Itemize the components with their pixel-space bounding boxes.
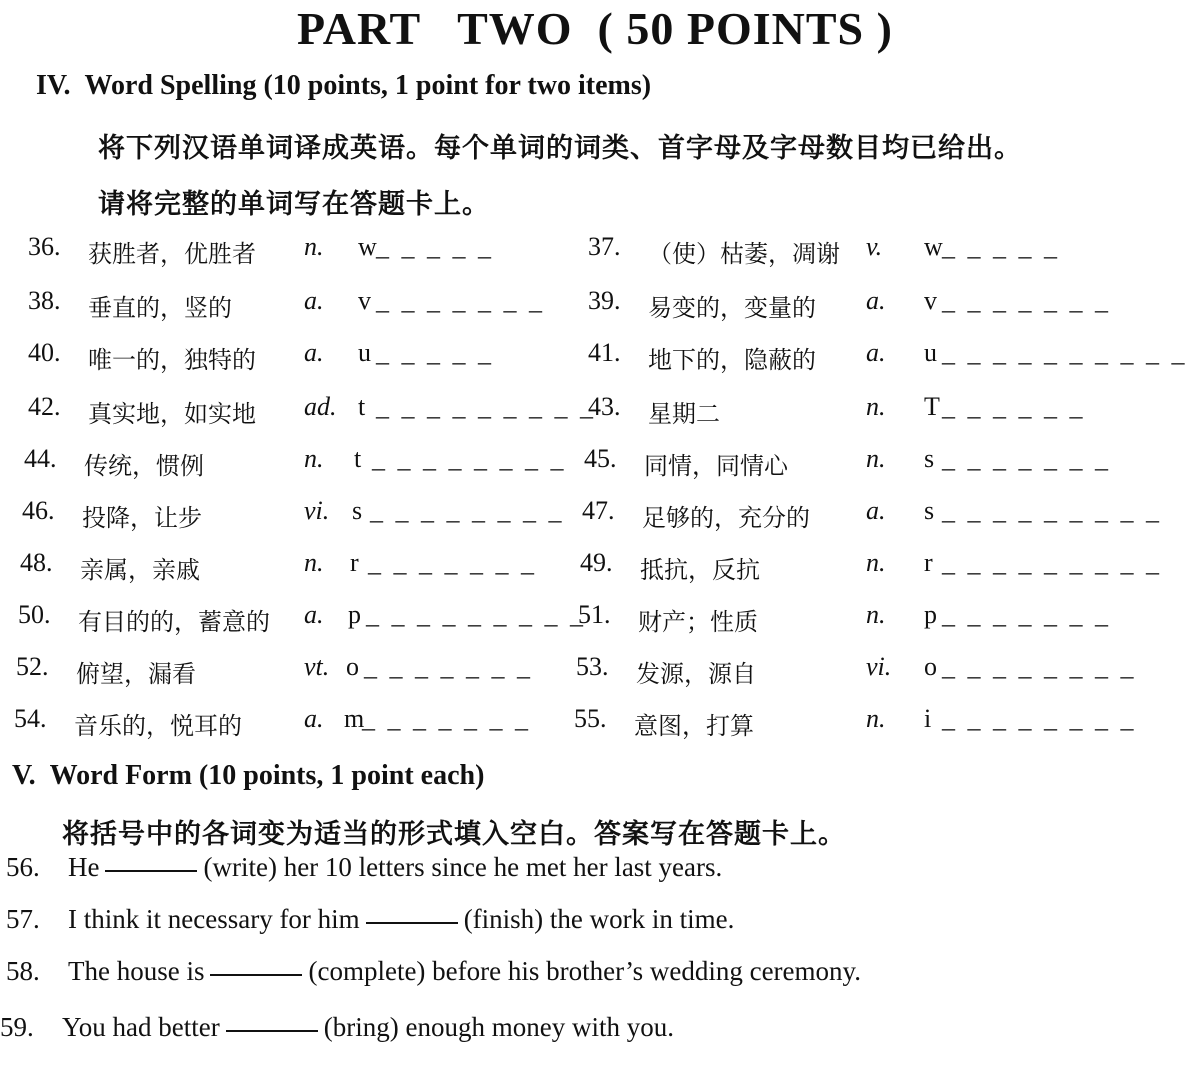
chinese-term: 投降，让步: [82, 504, 202, 532]
vocab-item: [0, 392, 1151, 432]
answer-blank: _ _ _ _ _ _ _: [368, 548, 537, 577]
answer-blank: _ _ _ _ _ _ _: [942, 286, 1111, 315]
first-letter: w: [924, 232, 943, 261]
part-of-speech: n.: [866, 704, 886, 733]
section-v-heading: [12, 760, 484, 792]
part-of-speech: n.: [866, 392, 886, 421]
answer-blank: _ _ _ _ _ _ _: [376, 286, 545, 315]
answer-blank: _ _ _ _ _ _ _ _: [370, 496, 565, 525]
vocab-item: [0, 232, 1151, 272]
answer-blank: _ _ _ _ _ _ _ _: [942, 652, 1137, 681]
item-number: 47.: [582, 496, 615, 525]
chinese-term: 抵抗，反抗: [640, 556, 760, 584]
answer-blank: _ _ _ _ _ _ _ _: [372, 444, 567, 473]
chinese-term: 同情，同情心: [644, 452, 788, 480]
chinese-term: 财产；性质: [638, 608, 758, 636]
fill-in-blank: [105, 869, 197, 872]
part-of-speech: ad.: [304, 392, 337, 421]
item-number: 39.: [588, 286, 621, 315]
answer-blank: _ _ _ _ _ _: [942, 392, 1086, 421]
item-number: 38.: [28, 286, 61, 315]
part-of-speech: n.: [304, 444, 324, 473]
chinese-term: 唯一的，独特的: [88, 346, 256, 374]
part-of-speech: vi.: [866, 652, 892, 681]
first-letter: T: [924, 392, 940, 421]
item-number: 58.: [6, 956, 40, 986]
vocab-item: [0, 548, 1162, 588]
section-v-number: V.: [12, 760, 36, 791]
page-title: PART TWO ( 50 POINTS ): [297, 3, 893, 54]
first-letter: r: [350, 548, 359, 577]
chinese-term: 有目的的，蓄意的: [78, 608, 270, 636]
part-of-speech: a.: [866, 496, 886, 525]
first-letter: o: [346, 652, 359, 681]
first-letter: o: [924, 652, 937, 681]
first-letter: r: [924, 548, 933, 577]
vocab-item: [0, 286, 1151, 326]
word-form-item: [6, 852, 722, 883]
section-iv-instruction-1: 将下列汉语单词译成英语。每个单词的词类、首字母及字母数目均已给出。: [98, 133, 1022, 164]
part-of-speech: vi.: [304, 496, 330, 525]
first-letter: p: [348, 600, 361, 629]
first-letter: v: [358, 286, 371, 315]
answer-blank: _ _ _ _ _: [376, 232, 494, 261]
sentence-end: (finish) the work in time.: [463, 904, 735, 934]
section-iv-instruction-2: 请将完整的单词写在答题卡上。: [98, 189, 490, 220]
vocab-item: [0, 600, 1151, 640]
part-of-speech: a.: [304, 286, 324, 315]
first-letter: i: [924, 704, 932, 733]
first-letter: u: [358, 338, 371, 367]
first-letter: t: [358, 392, 366, 421]
chinese-term: 获胜者，优胜者: [88, 240, 256, 268]
part-of-speech: n.: [866, 600, 886, 629]
chinese-term: 足够的，充分的: [642, 504, 810, 532]
item-number: 45.: [584, 444, 617, 473]
fill-in-blank: [366, 921, 458, 924]
part-of-speech: v.: [866, 232, 883, 261]
vocab-item: [0, 652, 1151, 692]
part-of-speech: a.: [304, 338, 324, 367]
item-number: 56.: [6, 852, 40, 882]
part-of-speech: n.: [304, 232, 324, 261]
item-number: 57.: [6, 904, 40, 934]
sentence-start: He: [68, 852, 100, 882]
item-number: 46.: [22, 496, 55, 525]
answer-blank: _ _ _ _ _: [376, 338, 494, 367]
item-number: 52.: [16, 652, 49, 681]
answer-blank: _ _ _ _ _ _ _ _ _: [942, 548, 1162, 577]
item-number: 40.: [28, 338, 61, 367]
answer-blank: _ _ _ _ _ _ _ _ _ _: [942, 338, 1188, 367]
answer-blank: _ _ _ _ _ _ _: [942, 600, 1111, 629]
sentence-end: (complete) before his brother’s wedding ceremony.: [308, 956, 862, 986]
chinese-term: 易变的，变量的: [648, 294, 816, 322]
answer-blank: _ _ _ _ _ _ _: [362, 704, 531, 733]
item-number: 37.: [588, 232, 621, 261]
chinese-term: 传统，惯例: [84, 452, 204, 480]
sentence-end: (write) her 10 letters since he met her last years.: [203, 852, 723, 882]
vocab-item: [0, 704, 1151, 744]
chinese-term: 意图，打算: [634, 712, 754, 740]
sentence-start: You had better: [62, 1012, 220, 1042]
answer-blank: _ _ _ _ _ _ _ _ _: [376, 392, 596, 421]
item-number: 44.: [24, 444, 57, 473]
part-of-speech: a.: [866, 286, 886, 315]
chinese-term: 垂直的，竖的: [88, 294, 232, 322]
chinese-term: 俯望，漏看: [76, 660, 196, 688]
item-number: 54.: [14, 704, 47, 733]
part-of-speech: vt.: [304, 652, 330, 681]
item-number: 49.: [580, 548, 613, 577]
vocab-item: [0, 338, 1188, 378]
chinese-term: （使）枯萎，凋谢: [648, 240, 840, 268]
first-letter: u: [924, 338, 937, 367]
first-letter: t: [354, 444, 362, 473]
word-form-item: [6, 956, 861, 987]
part-of-speech: a.: [866, 338, 886, 367]
vocab-item: [0, 444, 1151, 484]
item-number: 36.: [28, 232, 61, 261]
first-letter: s: [924, 444, 935, 473]
chinese-term: 地下的，隐蔽的: [648, 346, 816, 374]
answer-blank: _ _ _ _ _ _ _ _ _: [942, 496, 1162, 525]
first-letter: s: [924, 496, 935, 525]
item-number: 41.: [588, 338, 621, 367]
first-letter: v: [924, 286, 937, 315]
item-number: 43.: [588, 392, 621, 421]
first-letter: w: [358, 232, 377, 261]
first-letter: s: [352, 496, 363, 525]
item-number: 48.: [20, 548, 53, 577]
word-form-item: [0, 1012, 674, 1043]
section-v-title: Word Form (10 points, 1 point each): [49, 760, 485, 791]
item-number: 42.: [28, 392, 61, 421]
answer-blank: _ _ _ _ _ _ _ _ _: [366, 600, 586, 629]
chinese-term: 星期二: [648, 400, 720, 428]
section-iv-title: Word Spelling (10 points, 1 point for two items): [84, 70, 652, 101]
answer-blank: _ _ _ _ _ _ _: [364, 652, 533, 681]
fill-in-blank: [226, 1029, 318, 1032]
answer-blank: _ _ _ _ _ _ _: [942, 444, 1111, 473]
chinese-term: 真实地，如实地: [88, 400, 256, 428]
item-number: 55.: [574, 704, 607, 733]
section-iv-number: IV.: [36, 70, 71, 101]
item-number: 59.: [0, 1012, 34, 1042]
item-number: 53.: [576, 652, 609, 681]
part-of-speech: a.: [304, 600, 324, 629]
part-of-speech: n.: [304, 548, 324, 577]
fill-in-blank: [210, 973, 302, 976]
item-number: 51.: [578, 600, 611, 629]
item-number: 50.: [18, 600, 51, 629]
sentence-start: The house is: [68, 956, 205, 986]
section-iv-heading: [36, 70, 651, 102]
section-v-instruction: 将括号中的各词变为适当的形式填入空白。答案写在答题卡上。: [62, 819, 846, 850]
part-of-speech: n.: [866, 444, 886, 473]
chinese-term: 亲属，亲戚: [80, 556, 200, 584]
answer-blank: _ _ _ _ _: [942, 232, 1060, 261]
part-of-speech: n.: [866, 548, 886, 577]
first-letter: m: [344, 704, 365, 733]
first-letter: p: [924, 600, 937, 629]
sentence-end: (bring) enough money with you.: [323, 1012, 674, 1042]
word-form-item: [6, 904, 734, 935]
chinese-term: 发源，源自: [636, 660, 756, 688]
part-of-speech: a.: [304, 704, 324, 733]
vocab-item: [0, 496, 1162, 536]
sentence-start: I think it necessary for him: [68, 904, 360, 934]
chinese-term: 音乐的，悦耳的: [74, 712, 242, 740]
answer-blank: _ _ _ _ _ _ _ _: [942, 704, 1137, 733]
